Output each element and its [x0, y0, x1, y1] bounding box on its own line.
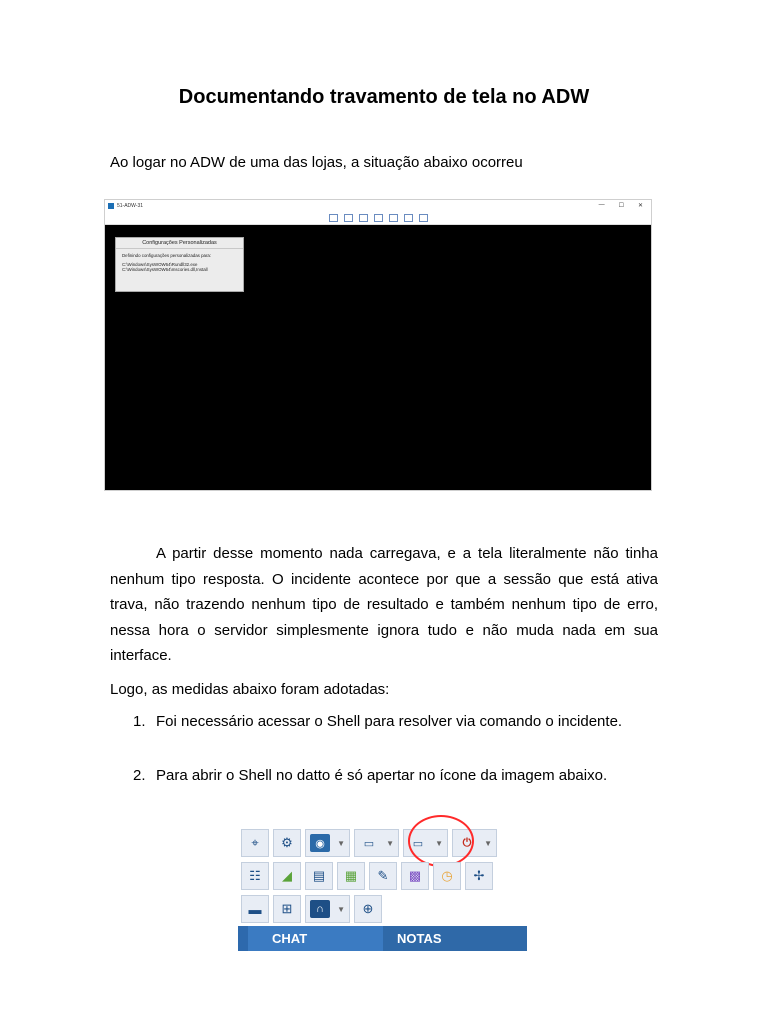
eye-icon: ◉ — [310, 834, 330, 852]
datto-toolbar-image — [238, 818, 527, 952]
crosshair-icon: ⌖ — [241, 829, 269, 857]
toolbar-icon — [419, 214, 428, 222]
dialog-title: Configurações Personalizadas — [116, 238, 243, 249]
close-icon: ✕ — [637, 203, 643, 209]
dialog-line: C:\Windows\SysWOW64\mscories.dll,Install — [122, 267, 208, 272]
deploy-dropdown: ∩ ▼ — [305, 895, 350, 923]
clock-icon: ◷ — [433, 862, 461, 890]
remote-toolbar — [105, 211, 651, 225]
list-text: Para abrir o Shell no datto é só apertar no ícone da imagem abaixo. — [156, 767, 608, 784]
monitor-icon: ▭ — [363, 837, 375, 850]
list-text: Foi necessário acessar o Shell para resolver via comando o incidente. — [156, 713, 623, 730]
folder-icon: ▤ — [305, 862, 333, 890]
toolbar-icon — [374, 214, 383, 222]
remote-window-title: 51-ADW-31 — [117, 202, 144, 209]
paragraph: Logo, as medidas abaixo foram adotadas: — [110, 681, 390, 698]
screen-dropdown: ▭ ▼ — [354, 829, 399, 857]
toolbar-icon — [344, 214, 353, 222]
minimize-icon: — — [598, 202, 605, 208]
chart-icon: ◢ — [273, 862, 301, 890]
terminal-icon: ▭ — [412, 837, 424, 850]
tools-icon: ✎ — [369, 862, 397, 890]
toolbar-icon — [359, 214, 368, 222]
shell-dropdown: ▭ ▼ — [403, 829, 448, 857]
paragraph: A partir desse momento nada carregava, e a tela literalmente não tinha nenhum tipo resposta. O incidente acontece por que a sessão que está ativa trava, não trazendo nenhum tipo de resultado e também nenhum tipo de erro, nessa hora o servidor simplesmente ignora tudo e não muda nada em sua interface. — [110, 545, 658, 664]
power-icon: ⏻ — [462, 836, 472, 849]
toolbar-icon — [404, 214, 413, 222]
remote-window-titlebar — [105, 200, 651, 211]
highlight-circle — [408, 815, 474, 867]
registry-icon: ▩ — [401, 862, 429, 890]
intro-text: Ao logar no ADW de uma das lojas, a situação abaixo ocorreu — [110, 154, 523, 171]
gears-icon: ⚙ — [273, 829, 301, 857]
apps-icon: ▦ — [337, 862, 365, 890]
list-number: 1. — [133, 713, 146, 730]
remote-window-screenshot — [104, 199, 652, 491]
settings-dialog — [115, 237, 244, 292]
maximize-icon: ☐ — [618, 203, 624, 209]
toolbar-icon — [389, 214, 398, 222]
arch-icon: ∩ — [310, 900, 330, 918]
list-item — [133, 767, 607, 784]
app-icon — [108, 203, 114, 209]
fan-icon: ✢ — [465, 862, 493, 890]
dialog-line: Definindo configurações personalizadas para: — [122, 253, 212, 258]
list-number: 2. — [133, 767, 146, 784]
tab-notas: NOTAS — [383, 926, 527, 951]
remote-control-dropdown: ◉ ▼ — [305, 829, 350, 857]
toolbar-icon — [329, 214, 338, 222]
globe-icon: ⊕ — [354, 895, 382, 923]
network-icon: ☷ — [241, 862, 269, 890]
power-dropdown: ⏻ ▼ — [452, 829, 497, 857]
tab-bar — [238, 926, 527, 951]
document-title: Documentando travamento de tela no ADW — [178, 86, 590, 108]
drive-icon: ▬ — [241, 895, 269, 923]
hierarchy-icon: ⊞ — [273, 895, 301, 923]
tab-chat: CHAT — [238, 926, 383, 951]
list-item — [133, 713, 622, 730]
dialog-line: C:\Windows\SysWOW64\Rundll32.exe — [122, 262, 198, 267]
